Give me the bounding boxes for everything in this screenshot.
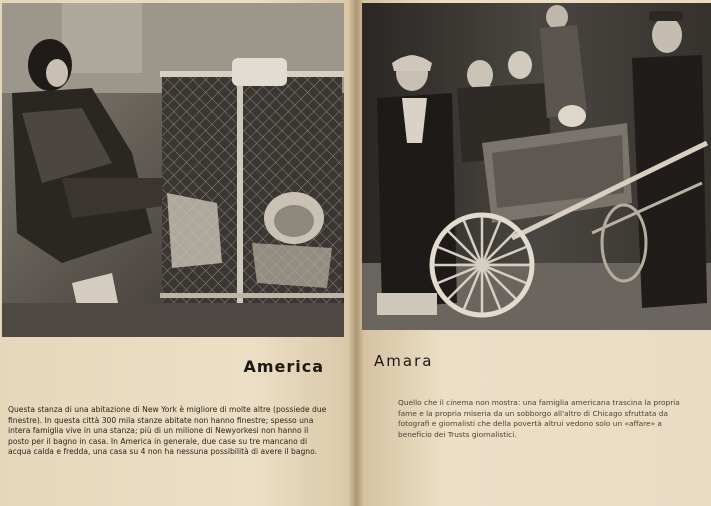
family-cart-photo [362,3,711,330]
caption-right: Quello che il cinema non mostra: una famiglia americana trascina la propria fame e la propria miseria da un sobborgo all'altro di Chicago sfruttata da fotografi e giornalisti che della povertà altrui vedono solo un «affare» a beneficio dei Trusts giornalistici. [398,398,680,439]
heading-america: America [243,357,324,376]
heading-amara: Amara [374,352,434,370]
tenement-room-photo [2,3,344,337]
book-gutter [348,0,364,506]
right-page [356,0,711,506]
caption-left: Questa stanza di una abitazione di New York è migliore di molte altre (possiede due finestre). In questa città 300 mila stanze abitate non hanno finestre; spesso una intera famiglia vive in una stanza; più di un milione di Newyorkesi non hanno il posto per il bagno in casa. In America in generale, due case su tre mancano di acqua calda e fredda, una casa su 4 non ha nessuna possibilità di avere il bagno. [8,405,327,457]
